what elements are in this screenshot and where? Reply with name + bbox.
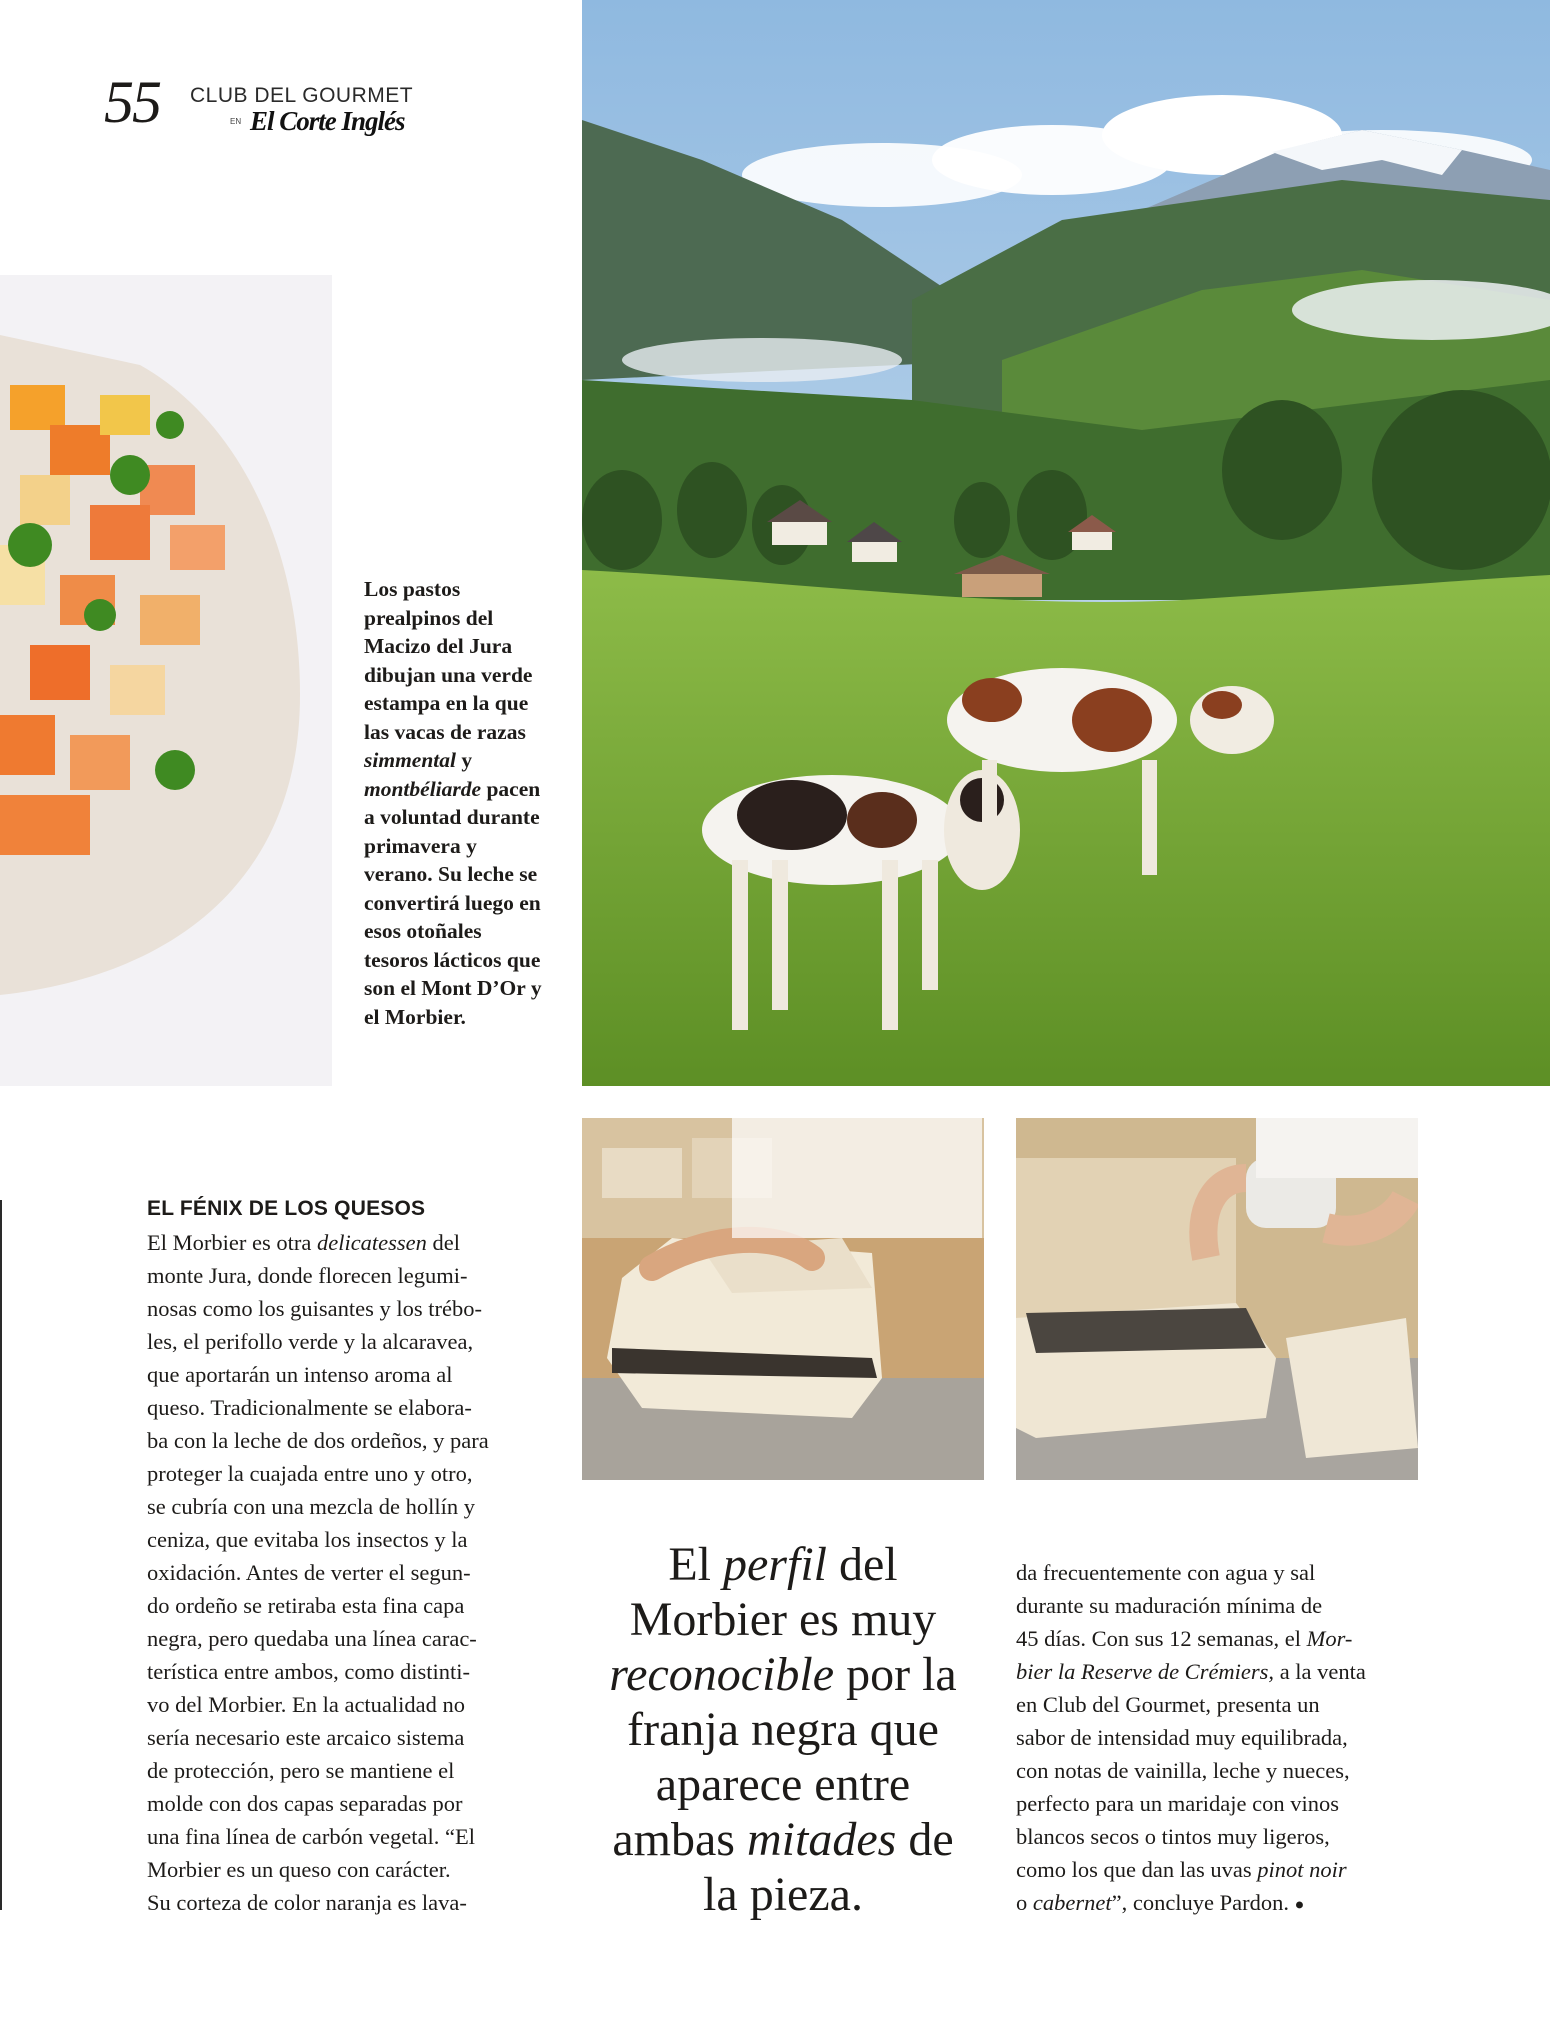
- caption-simmental: simmental: [364, 748, 456, 772]
- vegetable-dish-photo: [0, 275, 332, 1086]
- body-line: da frecuentemente con agua y sal: [1016, 1560, 1316, 1585]
- end-mark-icon: ●: [1294, 1896, 1305, 1914]
- body-line: ceniza, que evitaba los insectos y la: [147, 1527, 468, 1552]
- body-line: que aportarán un intenso aroma al: [147, 1362, 453, 1387]
- section-heading: EL FÉNIX DE LOS QUESOS: [147, 1197, 426, 1220]
- body-line: negra, pero quedaba una línea carac-: [147, 1626, 477, 1651]
- landscape-photo-caption: [364, 575, 550, 1031]
- caption-text-end: pacen a voluntad durante primavera y verano. Su leche se convertirá luego en esos otoñales tesoros lácticos que son el Mont D’Or y el Morbier.: [364, 776, 542, 1029]
- caption-montbeliarde: montbéliarde: [364, 776, 482, 801]
- body-line: vo del Morbier. En la actualidad no: [147, 1692, 466, 1717]
- body-line: El Morbier es otra delicatessen del: [147, 1230, 461, 1255]
- el-corte-ingles-logo: El Corte Inglés: [250, 106, 405, 136]
- pull-quote: [598, 1537, 968, 1922]
- body-line: monte Jura, donde florecen legumi-: [147, 1263, 468, 1288]
- morbier-cheese-photo-2: [1016, 1118, 1418, 1480]
- body-line: durante su maduración mínima de: [1016, 1593, 1323, 1618]
- body-text-right-column: [1016, 1556, 1366, 1921]
- body-line: se cubría con una mezcla de hollín y: [147, 1494, 475, 1519]
- body-line: 45 días. Con sus 12 semanas, el Mor-: [1016, 1626, 1353, 1651]
- body-line: Morbier es un queso con carácter.: [147, 1857, 451, 1882]
- quote-line: reconocible por la: [609, 1648, 957, 1701]
- body-line: bier la Reserve de Crémiers, a la venta: [1016, 1659, 1366, 1684]
- body-line: blancos secos o tintos muy ligeros,: [1016, 1824, 1330, 1849]
- body-text-left-column: [147, 1226, 489, 1919]
- quote-line: Morbier es muy: [629, 1593, 937, 1646]
- body-line: terística entre ambos, como distinti-: [147, 1659, 471, 1684]
- quote-line: franja negra que: [627, 1703, 939, 1756]
- body-line: nosas como los guisantes y los trébo-: [147, 1296, 482, 1321]
- morbier-cheese-photo-1: [582, 1118, 984, 1480]
- body-line: en Club del Gourmet, presenta un: [1016, 1692, 1320, 1717]
- quote-line: El perfil del: [668, 1538, 898, 1591]
- jura-landscape-photo: [582, 0, 1550, 1086]
- body-line: queso. Tradicionalmente se elabora-: [147, 1395, 472, 1420]
- caption-text: Los pastos prealpinos del Macizo del Jura dibujan una verde estampa en la que las vacas de razas: [364, 577, 533, 744]
- quote-line: ambas mitades de: [612, 1813, 954, 1866]
- body-line: do ordeño se retiraba esta fina capa: [147, 1593, 465, 1618]
- club-en-label: EN: [230, 117, 242, 126]
- body-line: ba con la leche de dos ordeños, y para: [147, 1428, 489, 1453]
- quote-line: la pieza.: [703, 1868, 863, 1921]
- body-line: como los que dan las uvas pinot noir: [1016, 1857, 1347, 1882]
- body-line: o cabernet”, concluye Pardon. ●: [1016, 1890, 1305, 1915]
- body-line: molde con dos capas separadas por: [147, 1791, 463, 1816]
- body-line: proteger la cuajada entre uno y otro,: [147, 1461, 473, 1486]
- body-line: sería necesario este arcaico sistema: [147, 1725, 465, 1750]
- edge-rule: [0, 1200, 2, 1910]
- quote-line: aparece entre: [655, 1758, 911, 1811]
- body-line: les, el perifollo verde y la alcaravea,: [147, 1329, 474, 1354]
- body-line: oxidación. Antes de verter el segun-: [147, 1560, 471, 1585]
- caption-and: y: [455, 748, 473, 772]
- body-line: Su corteza de color naranja es lava-: [147, 1890, 467, 1915]
- body-line: una fina línea de carbón vegetal. “El: [147, 1824, 475, 1849]
- body-line: perfecto para un maridaje con vinos: [1016, 1791, 1339, 1816]
- page-number: 55: [104, 69, 160, 135]
- body-line: con notas de vainilla, leche y nueces,: [1016, 1758, 1350, 1783]
- body-line: de protección, pero se mantiene el: [147, 1758, 455, 1783]
- club-del-gourmet-title: CLUB DEL GOURMET: [190, 84, 414, 107]
- body-line: sabor de intensidad muy equilibrada,: [1016, 1725, 1348, 1750]
